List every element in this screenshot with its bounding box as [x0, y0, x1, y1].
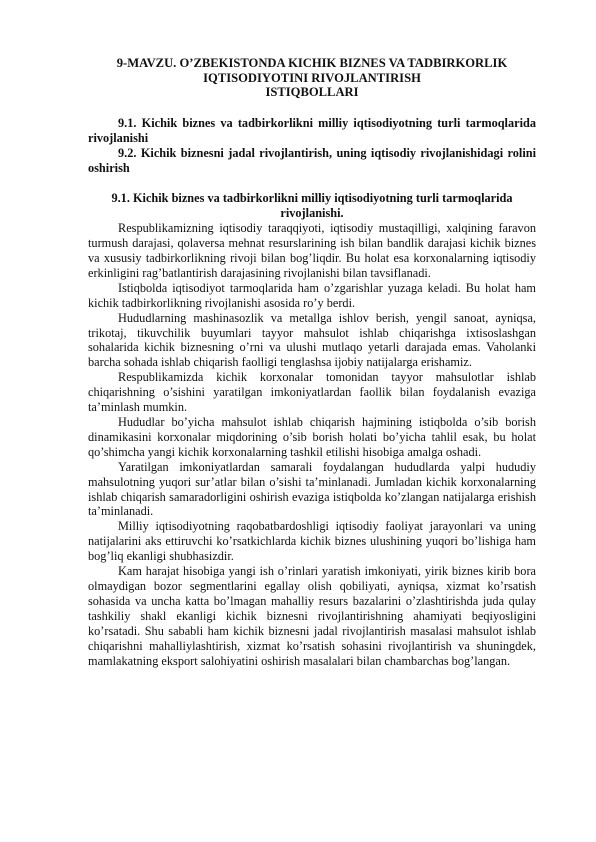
paragraph: Istiqbolda iqtisodiyot tarmoqlarida ham o’zgarishlar yuzaga keladi. Bu holat ham kichik tadbirkorlikning rivojlanishi asosida ro’y berdi. [88, 280, 536, 310]
toc-item-9-1: 9.1. Kichik biznes va tadbirkorlikni milliy iqtisodiyotning turli tarmoqlarida rivojlanishi [88, 115, 536, 145]
section-heading: 9.1. Kichik biznes va tadbirkorlikni milliy iqtisodiyotning turli tarmoqlarida rivojlanishi. [111, 191, 513, 221]
paragraph: Milliy iqtisodiyotning raqobatbardoshligi iqtisodiy faoliyat jarayonlari va uning natijalarini aks ettiruvchi ko’rsatkichlarda kichik biznes ulushining yuqori bo’lishiga ham bog’liq ekanligi shubhasizdir. [88, 519, 536, 564]
paragraph: Kam harajat hisobiga yangi ish o’rinlari yaratish imkoniyati, yirik biznes kirib bora olmaydigan bozor segmentlarini egallay olish qobiliyati, ayniqsa, xizmat ko’rsatish sohasida va uncha katta bo’lmagan mahalliy resurs bazalarini o’zlashtirishda juda qulay tashkiliy shakl ekanligi kichik biznesni rivojlantirishning ahamiyati beqiyosligini ko’rsatadi. Shu sababli ham kichik biznesni jadal rivojlantirish masalasi mahsulot ishlab chiqarishni mahalliylashtirish, xizmat ko’rsatish sohasini rivojlantirish va shuningdek, mamlakatning eksport salohiyatini oshirish masalalari bilan chambarchas bog’langan. [88, 564, 536, 668]
paragraph: Respublikamizning iqtisodiy taraqqiyoti, iqtisodiy mustaqilligi, xalqining faravon turmush darajasi, qolaversa mehnat resurslarining ish bilan bandlik darajasi kichik biznes va xususiy tadbirkorlikning rivoji bilan bog’liqdir. Bu holat esa korxonalarning iqtisodiy erkinligini rag’batlantirish darajasining rivojlanishi bilan tavsiflanadi. [88, 221, 536, 280]
paragraph: Hududlarning mashinasozlik va metallga ishlov berish, yengil sanoat, ayniqsa, trikotaj, tikuvchilik buyumlari tayyor mahsulot ishlab chiqarishga ixtisoslashgan sohalarida kichik biznesning o’rni va ulushi mutlaqo yetarli darajada emas. Vaholanki barcha sohada ishlab chiqarish faolligi tenglashsa ijobiy natijalarga erishamiz. [88, 310, 536, 370]
title-line-1: 9-MAVZU. O’ZBEKISTONDA KICHIK BIZNES VA TADBIRKORLIK [116, 56, 508, 70]
title-line-2: IQTISODIYOTINI RIVOJLANTIRISH [203, 70, 421, 85]
paragraph: Respublikamizda kichik korxonalar tomonidan tayyor mahsulotlar ishlab chiqarishning o’sishini yaratilgan imkoniyatlardan faollik bilan foydalanish evaziga ta’minlash mumkin. [88, 370, 536, 415]
title-line-3: ISTIQBOLLARI [265, 85, 359, 100]
paragraph: Hududlar bo’yicha mahsulot ishlab chiqarish hajmining istiqbolda o’sib borish dinamikasini korxonalar miqdorining o’sib borish holati bo’yicha tahlil esak, bu holat qo’shimcha yangi kichik korxonalarning tashkil etilishi hisobiga amalga oshadi. [88, 415, 536, 459]
topic-title [88, 56, 536, 100]
paragraph: Yaratilgan imkoniyatlardan samarali foydalangan hududlarda yalpi hududiy mahsulotning yuqori sur’atlar bilan o’sishi ta’minlanadi. Jumladan kichik korxonalarning ishlab chiqarish samaradorligini oshirish evaziga istiqbolda ko’zlangan natijalarga erishish ta’minlanadi. [88, 459, 536, 519]
toc-item-9-2: 9.2. Kichik biznesni jadal rivojlantirish, uning iqtisodiy rivojlanishidagi rolini oshirish [88, 145, 536, 175]
